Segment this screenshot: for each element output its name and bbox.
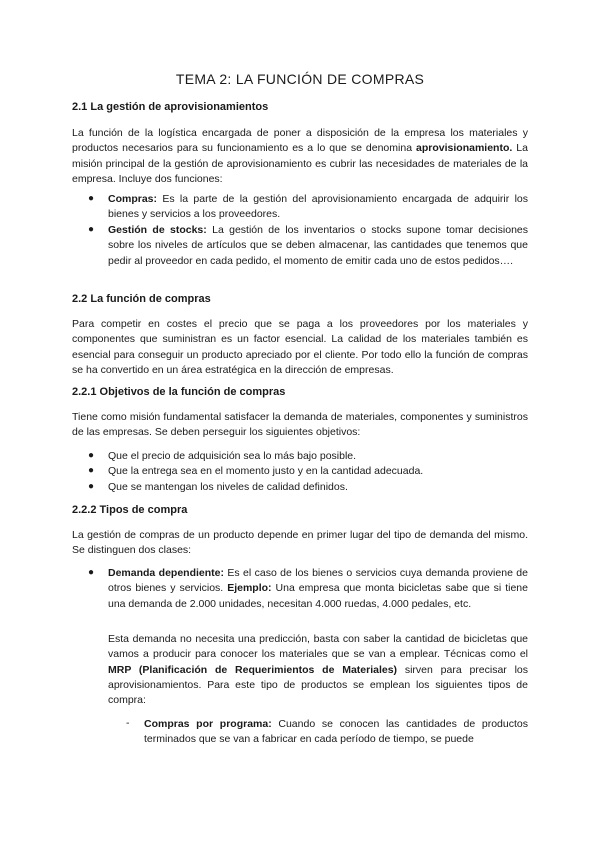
section-heading-2-2-2: 2.2.2 Tipos de compra [72, 504, 188, 516]
paragraph-demanda-prediccion [108, 632, 528, 708]
section-heading-2-1: 2.1 La gestión de aprovisionamientos [72, 101, 269, 113]
section-heading-2-2-1: 2.2.1 Objetivos de la función de compras [72, 386, 286, 398]
dash-bullet-icon: - [126, 717, 130, 729]
bullet-icon: ● [88, 450, 95, 461]
list-item-compras [108, 192, 528, 223]
paragraph-text: sirven para precisar los aprovisionamientos. Para este tipo de productos se emplean los siguientes tipos de compra: [108, 663, 528, 707]
paragraph-text: La función de la logística encargada de poner a disposición de la empresa los materiales y productos necesarios para su funcionamiento es a lo que se denomina [72, 127, 528, 155]
list-item-objetivo: Que el precio de adquisición sea lo más bajo posible. [108, 450, 357, 462]
paragraph-text: Esta demanda no necesita una predicción, basta con saber la cantidad de bicicletas que vamos a producir para conocer los materiales que se van a emplear. Técnicas como el [108, 633, 528, 661]
paragraph-aprovisionamiento [72, 126, 528, 187]
list-item-text: La gestión de los inventarios o stocks supone tomar decisiones sobre los niveles de artículos que se deben almacenar, las cantidades que tenemos que pedir al proveedor en cada pedido, el momento de emitir cada uno de estos pedidos…. [108, 224, 528, 267]
bold-term: Demanda dependiente: [108, 567, 224, 579]
paragraph-text: La misión principal de la gestión de aprovisionamiento es cubrir las necesidades de materiales de la empresa. Incluye dos funciones: [72, 142, 528, 185]
list-item-text: Es la parte de la gestión del aprovisionamiento encargada de adquirir los bienes y servicios a los proveedores. [108, 193, 528, 221]
list-item-demanda-dependiente [108, 566, 528, 612]
bold-term: Compras por programa: [144, 718, 272, 730]
list-item-text: Una empresa que monta bicicletas sabe que si tiene una demanda de 2.000 unidades, necesitan 4.000 ruedas, 4.000 pedales, etc. [108, 582, 528, 610]
list-item-objetivo: Que la entrega sea en el momento justo y en la cantidad adecuada. [108, 465, 424, 477]
bold-term: MRP (Planificación de Requerimientos de Materiales) [108, 663, 398, 676]
list-item-gestion-stocks [108, 223, 528, 269]
bullet-icon: ● [88, 224, 95, 235]
list-item-text: Cuando se conocen las cantidades de productos terminados que se van a fabricar en cada período de tiempo, se puede [144, 718, 528, 746]
section-heading-2-2: 2.2 La función de compras [72, 293, 211, 305]
bold-term: Compras: [108, 193, 158, 205]
bullet-icon: ● [88, 567, 95, 578]
bullet-icon: ● [88, 193, 95, 204]
bullet-icon: ● [88, 465, 95, 476]
paragraph-funcion-compras: Para competir en costes el precio que se paga a los proveedores por los materiales y componentes que suministran es un factor esencial. La calidad de los materiales también es esencial para conseguir un producto apreciado por el cliente. Por todo ello la función de compras se ha convertido en un área estratégica en la dirección de empresas. [72, 318, 528, 376]
bullet-icon: ● [88, 481, 95, 492]
document-title: TEMA 2: LA FUNCIÓN DE COMPRAS [175, 71, 425, 87]
list-item-compras-programa [144, 717, 528, 748]
bold-term: aprovisionamiento. [416, 142, 513, 155]
list-item-objetivo: Que se mantengan los niveles de calidad definidos. [108, 481, 348, 493]
paragraph-objetivos: Tiene como misión fundamental satisfacer la demanda de materiales, componentes y suministros de las empresas. Se deben perseguir los siguientes objetivos: [72, 411, 528, 439]
list-item-text: Es el caso de los bienes o servicios cuya demanda proviene de otros bienes y servicios. [108, 567, 528, 595]
bold-term: Ejemplo: [227, 582, 272, 595]
paragraph-tipos-compra: La gestión de compras de un producto depende en primer lugar del tipo de demanda del mismo. Se distinguen dos clases: [72, 529, 528, 557]
bold-term: Gestión de stocks: [108, 224, 207, 236]
